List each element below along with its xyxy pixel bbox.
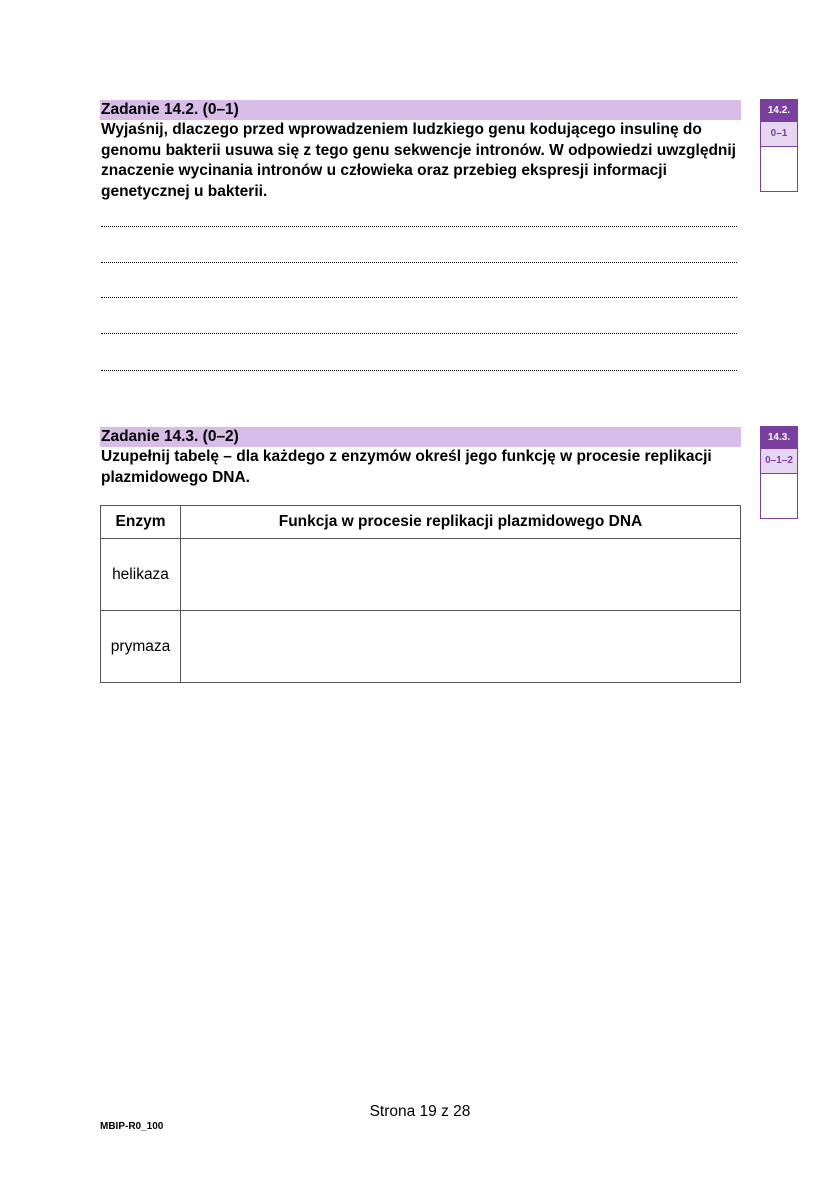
table-row — [101, 611, 741, 683]
score-range: 0–1–2 — [761, 448, 797, 474]
function-answer-cell[interactable] — [181, 539, 741, 611]
answer-line[interactable] — [101, 297, 737, 298]
task-14-3-instruction: Uzupełnij tabelę – dla każdego z enzymów określ jego funkcję w procesie replikacji plazmidowego DNA. — [101, 448, 712, 486]
document-code: MBIP-R0_100 — [100, 1121, 164, 1132]
answer-line[interactable] — [101, 333, 737, 334]
enzyme-name: prymaza — [101, 611, 181, 683]
task-14-2-instruction: Wyjaśnij, dlaczego przed wprowadzeniem ludzkiego genu kodującego insulinę do genomu bakterii usuwa się z tego genu sekwencje intronów. W odpowiedzi uwzględnij znaczenie wycinania intronów u człowieka oraz przebieg ekspresji informacji genetycznej u bakterii. — [101, 121, 736, 200]
table-header-row — [101, 506, 741, 539]
enzyme-function-table — [100, 505, 741, 683]
function-answer-cell[interactable] — [181, 611, 741, 683]
answer-line[interactable] — [101, 262, 737, 263]
page-number: Strona 19 z 28 — [369, 1103, 471, 1120]
enzyme-name: helikaza — [101, 539, 181, 611]
score-range: 0–1 — [761, 121, 797, 147]
task-14-2-header: Zadanie 14.2. (0–1) — [100, 100, 741, 120]
column-header-function: Funkcja w procesie replikacji plazmidowego DNA — [181, 506, 741, 539]
answer-line[interactable] — [101, 226, 737, 227]
answer-line[interactable] — [101, 370, 737, 371]
score-task-number: 14.2. — [761, 100, 797, 121]
task-14-3-header: Zadanie 14.3. (0–2) — [100, 427, 741, 447]
column-header-enzyme: Enzym — [101, 506, 181, 539]
score-box-14-2 — [760, 99, 798, 192]
score-task-number: 14.3. — [761, 427, 797, 448]
table-row — [101, 539, 741, 611]
score-box-14-3 — [760, 426, 798, 519]
